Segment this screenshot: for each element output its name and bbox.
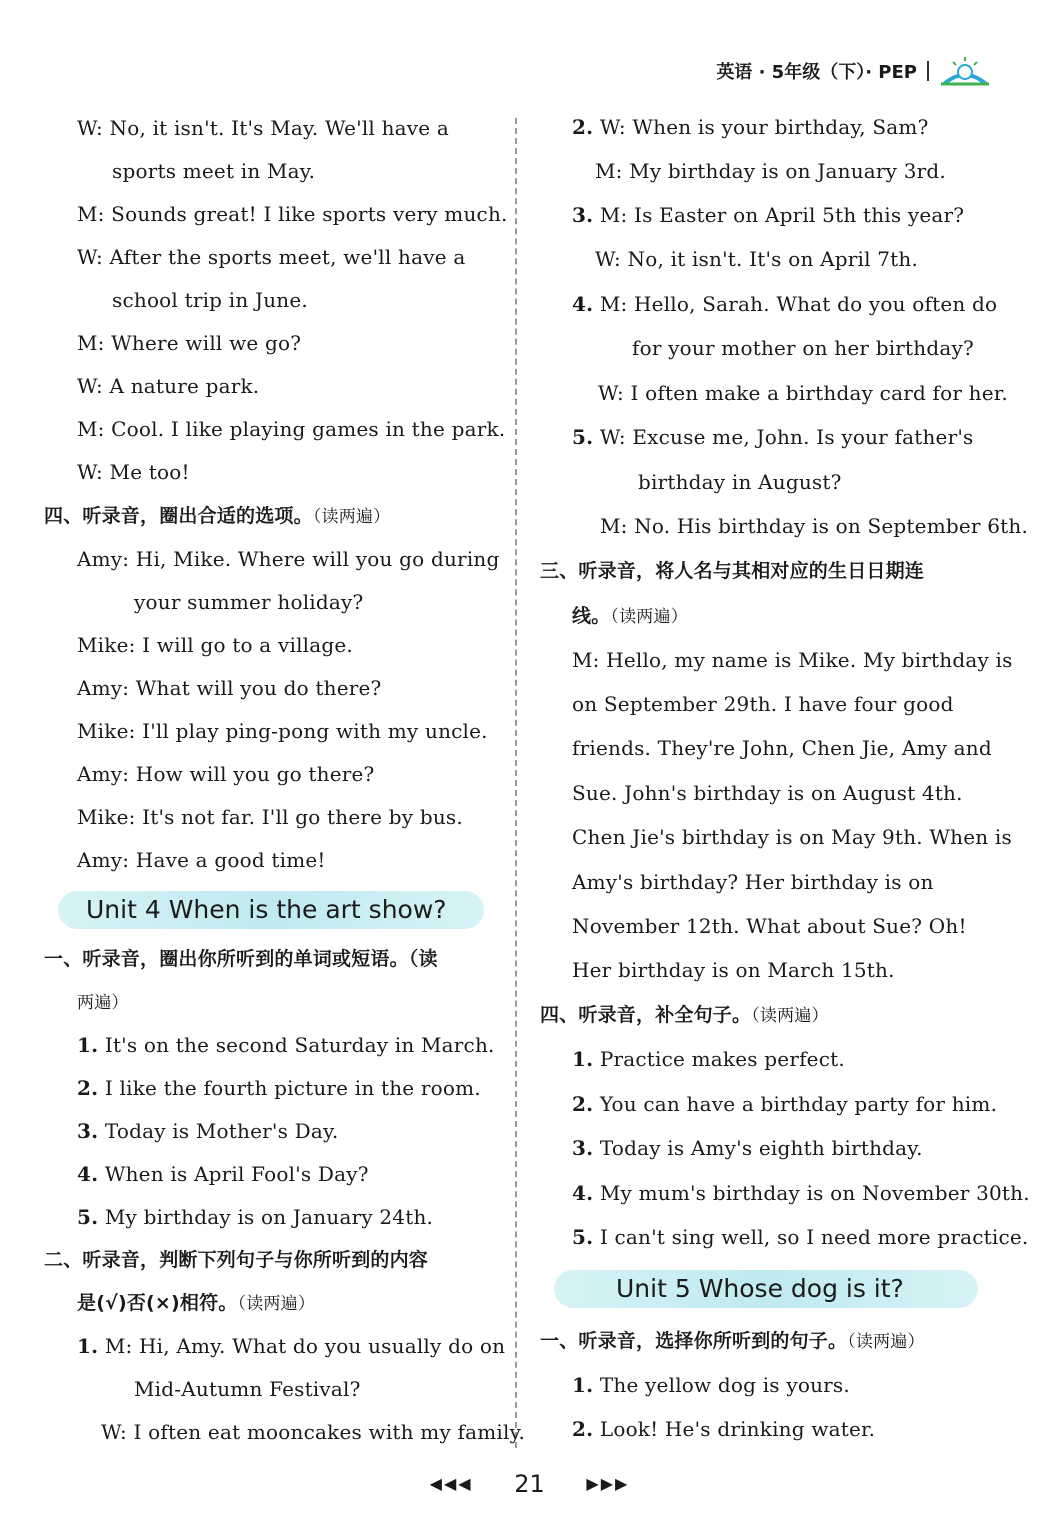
list-item: 5. I can't sing well, so I need more practice. [572,1225,1029,1249]
dialogue-line [77,114,493,142]
sun-over-hill-logo-icon [939,56,991,86]
dialogue-line: 5. W: Excuse me, John. Is your father's [572,425,974,449]
dialogue-line: 4. M: Hello, Sarah. What do you often do [572,292,998,316]
dialogue-line: birthday in August? [638,470,842,494]
passage-line: Sue. John's birthday is on August 4th. [572,781,963,805]
section-note: （读两遍） [237,1294,316,1314]
section-heading-cont [77,988,129,1017]
book-info: 英语 · 5年级（下）· PEP [716,62,917,83]
dialogue-line: W: Me too! [77,460,190,484]
section-heading: 二、听录音，判断下列句子与你所听到的内容 [44,1249,429,1271]
unit-4-title: Unit 4 When is the art show? [86,895,447,924]
section-note: （读两遍） [312,507,391,527]
list-item: 4. My mum's birthday is on November 30th. [572,1181,1030,1205]
section-heading: 三、听录音，将人名与其相对应的生日日期连 [540,560,925,582]
section-note: （读两遍） [847,1332,925,1352]
section-note: （读两遍） [751,1006,829,1026]
passage-line: friends. They're John, Chen Jie, Amy and [572,736,992,760]
dialogue-line: 2. W: When is your birthday, Sam? [572,115,929,139]
dialogue-line: 3. M: Is Easter on April 5th this year? [572,203,965,227]
list-item: 2. I like the fourth picture in the room. [77,1076,481,1100]
list-item: 4. When is April Fool's Day? [77,1162,369,1186]
dialogue-line: sports meet in May. [112,159,316,183]
passage-line: Amy's birthday? Her birthday is on [572,870,934,894]
section-heading-cont: 线。（读两遍） [572,605,688,627]
section-heading-cont: 是(√)否(×)相符。（读两遍） [77,1292,316,1314]
section-note: （读两遍） [610,607,688,627]
dialogue-line: W: I often eat mooncakes with my family. [101,1420,526,1444]
dialogue-line: Mike: It's not far. I'll go there by bus. [77,805,463,829]
dialogue-line: Amy: How will you go there? [77,762,375,786]
section-heading [44,502,390,531]
dialogue-line: Amy: Have a good time! [77,848,326,872]
section-heading: 一、听录音，圈出你所听到的单词或短语。（读 [44,948,438,970]
list-item: 2. Look! He's drinking water. [572,1417,876,1441]
list-item: 1. Practice makes perfect. [572,1047,845,1071]
list-item: 3. Today is Mother's Day. [77,1119,339,1143]
dialogue-line: M: Cool. I like playing games in the park. [77,417,506,441]
dialogue-line: W: After the sports meet, we'll have a [77,245,466,269]
passage-line: Her birthday is on March 15th. [572,958,895,982]
dialogue-line: W: A nature park. [77,374,260,398]
list-item: 3. Today is Amy's eighth birthday. [572,1136,923,1160]
passage-line: M: Hello, my name is Mike. My birthday is [572,648,1013,672]
list-item: 5. My birthday is on January 24th. [77,1205,434,1229]
dialogue-line: school trip in June. [112,288,308,312]
list-item: 1. It's on the second Saturday in March. [77,1033,495,1057]
next-arrows-icon: ▶▶▶ [586,1474,630,1493]
header-separator [927,61,929,81]
section-note: 两遍） [77,993,129,1013]
dialogue-line: W: No, it isn't. It's on April 7th. [595,247,919,271]
passage-line: on September 29th. I have four good [572,692,954,716]
passage-line: November 12th. What about Sue? Oh! [572,914,967,938]
dialogue-line: Mike: I'll play ping-pong with my uncle. [77,719,488,743]
passage-line: Chen Jie's birthday is on May 9th. When is [572,825,1012,849]
dialogue-line: Mike: I will go to a village. [77,633,353,657]
page-footer [0,1470,1059,1498]
dialogue-line: Amy: What will you do there? [77,676,382,700]
dialogue-line: M: My birthday is on January 3rd. [595,159,946,183]
dialogue-text: W: No, it isn't. It's May. We'll have a [77,116,449,140]
dialogue-line: Amy: Hi, Mike. Where will you go during [77,547,500,571]
dialogue-line: 1. M: Hi, Amy. What do you usually do on [77,1334,506,1358]
dialogue-line: for your mother on her birthday? [632,336,974,360]
dialogue-line: M: Where will we go? [77,331,302,355]
section-title: 四、听录音，圈出合适的选项。 [44,505,313,527]
section-heading: 一、听录音，选择你所听到的句子。（读两遍） [540,1330,925,1352]
column-divider [515,118,517,1448]
list-item: 2. You can have a birthday party for him. [572,1092,998,1116]
page-number: 21 [514,1470,545,1498]
dialogue-line: M: Sounds great! I like sports very much. [77,202,508,226]
unit-5-title: Unit 5 Whose dog is it? [616,1274,904,1303]
dialogue-line: W: I often make a birthday card for her. [598,381,1008,405]
dialogue-line: M: No. His birthday is on September 6th. [600,514,1029,538]
section-heading: 四、听录音，补全句子。（读两遍） [540,1004,829,1026]
page-header [716,56,991,86]
prev-arrows-icon: ◀◀◀ [429,1474,473,1493]
dialogue-line: your summer holiday? [134,590,364,614]
list-item: 1. The yellow dog is yours. [572,1373,850,1397]
dialogue-line: Mid-Autumn Festival? [134,1377,361,1401]
